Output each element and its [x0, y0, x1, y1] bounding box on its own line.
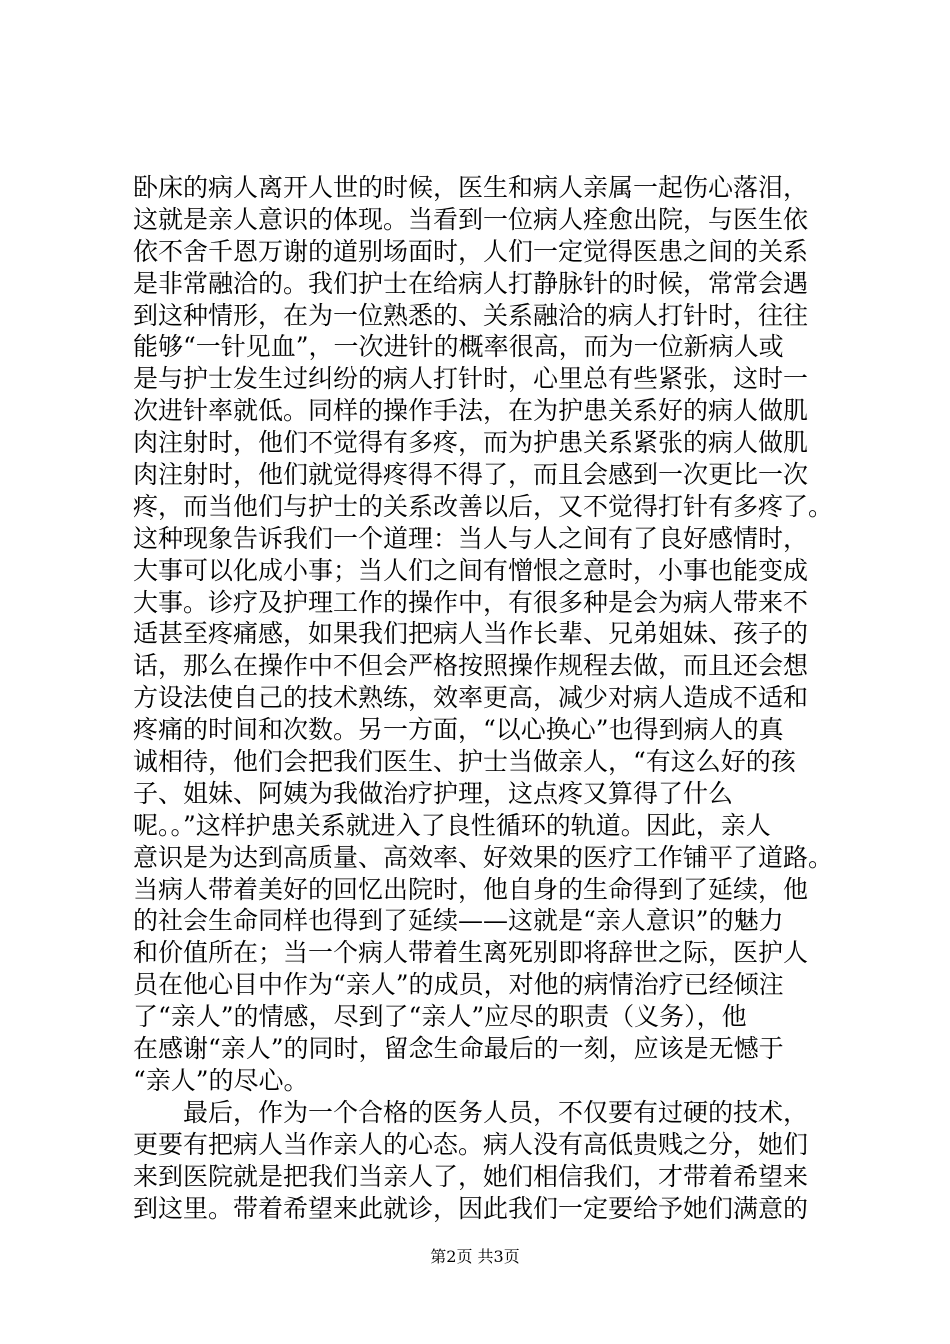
text-line: 是非常融洽的。我们护士在给病人打静脉针的时候，常常会遇: [133, 268, 809, 298]
text-line: 员在他心目中作为“亲人”的成员，对他的病情治疗已经倾注: [133, 970, 784, 1000]
text-line: 意识是为达到高质量、高效率、好效果的医疗工作铺平了道路。: [133, 842, 833, 872]
text-line: 方设法使自己的技术熟练，效率更高，减少对病人造成不适和: [133, 683, 809, 713]
text-line: 诚相待，他们会把我们医生、护士当做亲人，“有这么好的孩: [133, 747, 796, 777]
text-line: 疼，而当他们与护士的关系改善以后，又不觉得打针有多疼了。: [133, 491, 833, 521]
text-line: 呢。。”这样护患关系就进入了良性循环的轨道。因此，亲人: [133, 810, 771, 840]
text-line: 最后，作为一个合格的医务人员，不仅要有过硬的技术，: [133, 1097, 809, 1127]
text-line: 肉注射时，他们不觉得有多疼，而为护患关系紧张的病人做肌: [133, 428, 809, 458]
text-line: 话，那么在操作中不但会严格按照操作规程去做，而且还会想: [133, 651, 809, 681]
text-line: 到这种情形，在为一位熟悉的、关系融洽的病人打针时，往往: [133, 300, 809, 330]
text-line: 次进针率就低。同样的操作手法，在为护患关系好的病人做肌: [133, 396, 809, 426]
text-line: 子、姐妹、阿姨为我做治疗护理，这点疼又算得了什么: [133, 778, 734, 808]
text-line: 大事。诊疗及护理工作的操作中，有很多种是会为病人带来不: [133, 587, 809, 617]
text-line: 能够“一针见血”，一次进针的概率很高，而为一位新病人或: [133, 332, 784, 362]
text-line: 这就是亲人意识的体现。当看到一位病人痊愈出院，与医生依: [133, 204, 809, 234]
text-line: 当病人带着美好的回忆出院时，他自身的生命得到了延续，他: [133, 874, 809, 904]
text-line: 来到医院就是把我们当亲人了，她们相信我们，才带着希望来: [133, 1161, 809, 1191]
text-line: 肉注射时，他们就觉得疼得不得了，而且会感到一次更比一次: [133, 460, 809, 490]
text-line: 的社会生命同样也得到了延续——这就是“亲人意识”的魅力: [133, 906, 784, 936]
text-line: 了“亲人”的情感，尽到了“亲人”应尽的职责（义务），他: [133, 1002, 747, 1032]
text-line: 在感谢“亲人”的同时，留念生命最后的一刻，应该是无憾于: [133, 1034, 784, 1064]
text-line: 这种现象告诉我们一个道理：当人与人之间有了良好感情时，: [133, 523, 809, 553]
text-line: “亲人”的尽心。: [133, 1065, 309, 1095]
text-line: 和价值所在；当一个病人带着生离死别即将辞世之际，医护人: [133, 938, 809, 968]
text-line: 是与护士发生过纠纷的病人打针时，心里总有些紧张，这时一: [133, 364, 809, 394]
page-footer: 第2页 共3页: [430, 1247, 520, 1266]
text-line: 卧床的病人离开人世的时候，医生和病人亲属一起伤心落泪，: [133, 173, 809, 202]
text-line: 大事可以化成小事；当人们之间有憎恨之意时，小事也能变成: [133, 555, 809, 585]
text-line: 疼痛的时间和次数。另一方面，“以心换心”也得到病人的真: [133, 715, 784, 745]
text-line: 到这里。带着希望来此就诊，因此我们一定要给予她们满意的: [133, 1193, 809, 1223]
body-text: [133, 172, 833, 1224]
text-line: 适甚至疼痛感，如果我们把病人当作长辈、兄弟姐妹、孩子的: [133, 619, 809, 649]
text-line: 更要有把病人当作亲人的心态。病人没有高低贵贱之分，她们: [133, 1129, 809, 1159]
text-line: 依不舍千恩万谢的道别场面时，人们一定觉得医患之间的关系: [133, 236, 809, 266]
